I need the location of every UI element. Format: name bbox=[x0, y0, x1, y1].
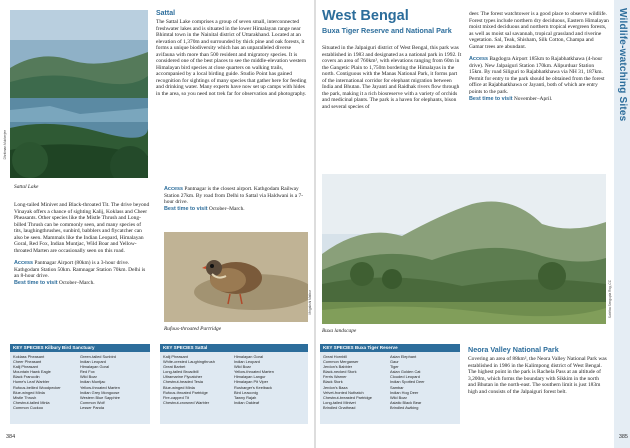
species-item: Indian Spotted Deer bbox=[390, 379, 425, 385]
best-time-paragraph bbox=[164, 206, 306, 213]
species-item: Wild Boar bbox=[390, 394, 407, 400]
species-item: Chestnut-tailed Minla bbox=[13, 399, 50, 405]
body-text: Long-tailed Minivet and Black-throated Tit. The drive beyond Vinayak offers a chance of sighting Kalij, Koklass and Cheer Pheasants. Other species like the Mistle Thrush and Long-billed Thrush can be commonly seen, and many species of tits, laughingthrushes, sunbird, babblers and flycatcher can also be seen. Mammals like the Indian Leopard, Himalayan Goral, Red Fox, Indian Muntjac, Wild Boar and Yellow-throated Marten are occasionally seen on this road. bbox=[14, 202, 150, 254]
species-item: Red Fox bbox=[80, 369, 95, 375]
access-paragraph bbox=[14, 260, 150, 280]
species-list bbox=[323, 354, 390, 410]
species-item: Fire-capped Tit bbox=[163, 394, 189, 400]
species-item: Indian Hog Deer bbox=[390, 389, 419, 395]
photo-caption: Rufous-throated Partridge bbox=[164, 326, 222, 332]
species-item: Indian Leopard bbox=[234, 359, 260, 365]
species-item: Indian Oakleaf bbox=[234, 399, 260, 405]
sattal-section bbox=[156, 10, 308, 98]
sattal-lake-photo bbox=[10, 10, 148, 178]
species-list bbox=[234, 354, 305, 405]
species-item: Yellow-throated Marten bbox=[80, 384, 120, 390]
best-time-paragraph bbox=[14, 280, 150, 287]
species-item: Black Stork bbox=[323, 379, 343, 385]
right-page bbox=[316, 0, 630, 448]
best-time-value: October–March. bbox=[208, 205, 245, 212]
species-item: Ultramarine Flycatcher bbox=[163, 374, 203, 380]
species-item: Common Wolf bbox=[80, 399, 105, 405]
partridge-photo bbox=[164, 232, 308, 322]
best-time-value: October–March. bbox=[58, 280, 95, 287]
species-item: Brindled Awlking bbox=[390, 404, 419, 410]
species-item: Hume's Leaf Warbler bbox=[13, 379, 50, 385]
species-item: Kalij Pheasant bbox=[13, 364, 38, 370]
key-species-box-buxa bbox=[320, 344, 460, 424]
photo-caption: Sattal Lake bbox=[14, 184, 39, 190]
species-item: Indian Leopard bbox=[80, 359, 106, 365]
species-item: Ferris Warner bbox=[323, 374, 347, 380]
species-item: Black-necked Stork bbox=[323, 369, 357, 375]
species-item: Asian Elephant bbox=[390, 354, 417, 359]
species-list bbox=[390, 354, 457, 410]
species-item: Jerdon's Baza bbox=[323, 384, 348, 390]
species-item: Long-tailed Broadbill bbox=[163, 369, 199, 375]
side-tab-label: Wildlife-watching Sites bbox=[617, 8, 628, 122]
neora-body bbox=[468, 356, 608, 395]
species-item: Wild Boar bbox=[234, 364, 251, 370]
page-number: 384 bbox=[6, 434, 16, 440]
key-species-title: KEY SPECIES Buxa Tiger Reserve bbox=[320, 344, 460, 352]
key-species-title: KEY SPECIES Sattal bbox=[160, 344, 308, 352]
section-heading: Sattal bbox=[156, 10, 176, 17]
species-item: Bird Leaconig bbox=[234, 389, 258, 395]
species-item: Himalayan Goral bbox=[80, 364, 109, 370]
species-item: Mistle Thrush bbox=[13, 394, 37, 400]
species-item: Green-tailed Sunbird bbox=[80, 354, 116, 359]
best-time-paragraph bbox=[469, 96, 609, 103]
species-item: Himalayan Pit Viper bbox=[234, 379, 269, 385]
species-item: Rufous-bellied Woodpecker bbox=[13, 384, 61, 390]
body-text: The Sattal Lake comprises a group of seven small, interconnected freshwater lakes and is situated in the lower Himalayan range near Bhimtal town in the Nainital district of Uttarakhand. Located at an elevation of 1,370m and surrounded by thick pine and oak forests, it forms a unique biodiversity which has an unparalleled diverse avifauna with more than 500 resident and migratory species. It is considered one of the best places to see the middle-elevation western Himalayan bird species at close quarters on walking trails, accompanied by a local birding guide. Studio Point has gained recognition for sightings of many species that gather here for feeding and drinking water. Many experts have now set up camps with hides in the area, so you need not trek far for observation and photography. bbox=[156, 19, 307, 98]
species-item: Common Merganser bbox=[323, 359, 359, 365]
access-text: Pantnagar Airport (80km) is a 3-hour drive. Kathgodam Station 50km. Ramnagar Station 70km. Delhi is an 8-hour drive. bbox=[14, 260, 146, 280]
buxa-body-column-2 bbox=[469, 11, 609, 102]
species-item: Jerdon's Babbler bbox=[323, 364, 353, 370]
species-list bbox=[80, 354, 147, 410]
key-species-title: KEY SPECIES Kilbury Bird Sanctuary bbox=[10, 344, 150, 352]
species-item: Tiger bbox=[390, 364, 399, 370]
key-species-box-kilbury bbox=[10, 344, 150, 424]
access-label: Access bbox=[14, 260, 34, 267]
left-page bbox=[0, 0, 314, 448]
section-side-tab bbox=[614, 0, 630, 448]
species-item: Yellow-throated Marten bbox=[234, 369, 274, 375]
section-heading: Buxa Tiger Reserve and National Park bbox=[322, 26, 452, 35]
page-title: West Bengal bbox=[322, 8, 409, 24]
species-item: White-crested Laughingthrush bbox=[163, 359, 215, 365]
key-species-box-sattal bbox=[160, 344, 308, 424]
best-time-label: Best time to visit bbox=[14, 280, 58, 287]
best-time-value: November–April. bbox=[513, 95, 553, 102]
species-item: Rufous-throated Partridge bbox=[163, 389, 208, 395]
species-item: Brindled Gnathead bbox=[323, 404, 356, 410]
species-item: Asiatic Black Bear bbox=[390, 399, 422, 405]
species-item: Long-tailed Minivet bbox=[323, 399, 356, 405]
access-label: Access bbox=[469, 56, 489, 63]
species-item: Gaur bbox=[390, 359, 399, 365]
species-item: Blue-winged Minla bbox=[163, 384, 195, 390]
species-item: Velvet-fronted Nuthatch bbox=[323, 389, 364, 395]
buxa-landscape-photo bbox=[322, 174, 606, 324]
species-item: Lesser Panda bbox=[80, 404, 105, 410]
species-item: Indian Muntjac bbox=[80, 379, 106, 385]
access-label: Access bbox=[164, 186, 184, 192]
species-item: Chestnut-crowned Warbler bbox=[163, 399, 210, 405]
species-item: Cheer Pheasant bbox=[13, 359, 42, 365]
species-item: Blue-winged Minla bbox=[13, 389, 45, 395]
species-item: Chestnut-headed Tesia bbox=[163, 379, 203, 385]
species-item: Asian Golden Cat bbox=[390, 369, 421, 375]
species-item: Mountain Hawk Eagle bbox=[13, 369, 51, 375]
left-body-column bbox=[14, 202, 150, 287]
species-item: Chestnut-breasted Partridge bbox=[323, 394, 372, 400]
photo-credit: Mrigakshi Mathur bbox=[308, 290, 312, 315]
access-paragraph bbox=[469, 56, 609, 95]
species-item: Black Francolin bbox=[13, 374, 40, 380]
species-item: Clouded Leopard bbox=[390, 374, 420, 380]
section-heading: Neora Valley National Park bbox=[468, 345, 559, 354]
photo-caption: Buxa landscape bbox=[322, 328, 357, 334]
sattal-access-block bbox=[164, 186, 306, 212]
access-text: Pantnagar is the closest airport. Kathgodam Railway Station 27km. By road from Delhi to Sattal via Haldwani is a 7-hour drive. bbox=[164, 186, 304, 206]
best-time-label: Best time to visit bbox=[164, 205, 208, 212]
species-list bbox=[163, 354, 234, 405]
body-text: Covering an area of 88km², the Neora Valley National Park was established in 1986 in the Kalimpong district of West Bengal. The highest point in the park is Rachela Pass at an altitude of 3,200m, which forms the boundary with Sikkim in the north and Bhutan in the north-east. The southern limit is just 183m high and consists of the Jalpaiguri forest belt. bbox=[468, 356, 607, 395]
access-text: Bagdogra Airport 185km to Rajabhatkhawa (4-hour drive). New Jalpaiguri Station 170km. Alipurduar Station 15km. By road Siliguri to Rajabhatkhawa via NH 31, 187km. Permit for entry to the park should be obtained from the forest office at Rajabhatkhawa or Jayanti, both of which are entry points to the park. bbox=[469, 56, 605, 96]
species-item: Western Blue Sapphire bbox=[80, 394, 120, 400]
species-list bbox=[13, 354, 80, 410]
species-item: Himalayan Goral bbox=[234, 354, 263, 359]
species-item: Great Hornbill bbox=[323, 354, 348, 359]
species-item: Indian Grey Mongoose bbox=[80, 389, 120, 395]
body-text: Situated in the Jalpaiguri district of West Bengal, this park was established in 1983 and designated as a national park in 1992. It covers an area of 760km², with elevations ranging from 60m in the Gangetic Plain to 1,750m bordering the Himalayas in the north. Contiguous with the Manas National Park, it forms part of the international corridor for elephant migration between India and Bhutan. The Jayanti and Raidhak rivers flow through the park, making it a rich biosreserve with a variety of orchids and medicinal plants. The park is a haven for elephants, bison and several species of bbox=[322, 45, 462, 110]
access-paragraph bbox=[164, 186, 306, 206]
species-item: Koklass Pheasant bbox=[13, 354, 45, 359]
species-item: Common Cuckoo bbox=[13, 404, 44, 410]
species-item: Kalij Pheasant bbox=[163, 354, 188, 359]
body-text: deer. The forest watchtower is a good place to observe wildlife. Forest types include northern dry deciduous, Eastern Himalayan moist mixed deciduous and northern tropical evergreen forests, as well as moist sal savannah, tropical grassland and riverine vegetation. Sal, Teak, Shisham, Silk Cotton, Champa and Gamar trees are abundant. bbox=[469, 11, 609, 50]
species-item: Rusharger's Keelback bbox=[234, 384, 272, 390]
species-item: Great Barbet bbox=[163, 364, 186, 370]
species-item: Himalayan Langur bbox=[234, 374, 266, 380]
best-time-label: Best time to visit bbox=[469, 95, 513, 102]
photo-credit: Dhritiman Mukherjee bbox=[3, 130, 7, 160]
species-item: Sambar bbox=[390, 384, 404, 390]
species-item: Wild Boar bbox=[80, 374, 97, 380]
species-item: Tawny Rajah bbox=[234, 394, 257, 400]
photo-credit: Sutirtha Sengupta Roy, CC bbox=[608, 280, 612, 319]
page-number: 385 bbox=[618, 434, 628, 440]
buxa-body-column-1 bbox=[322, 45, 462, 110]
